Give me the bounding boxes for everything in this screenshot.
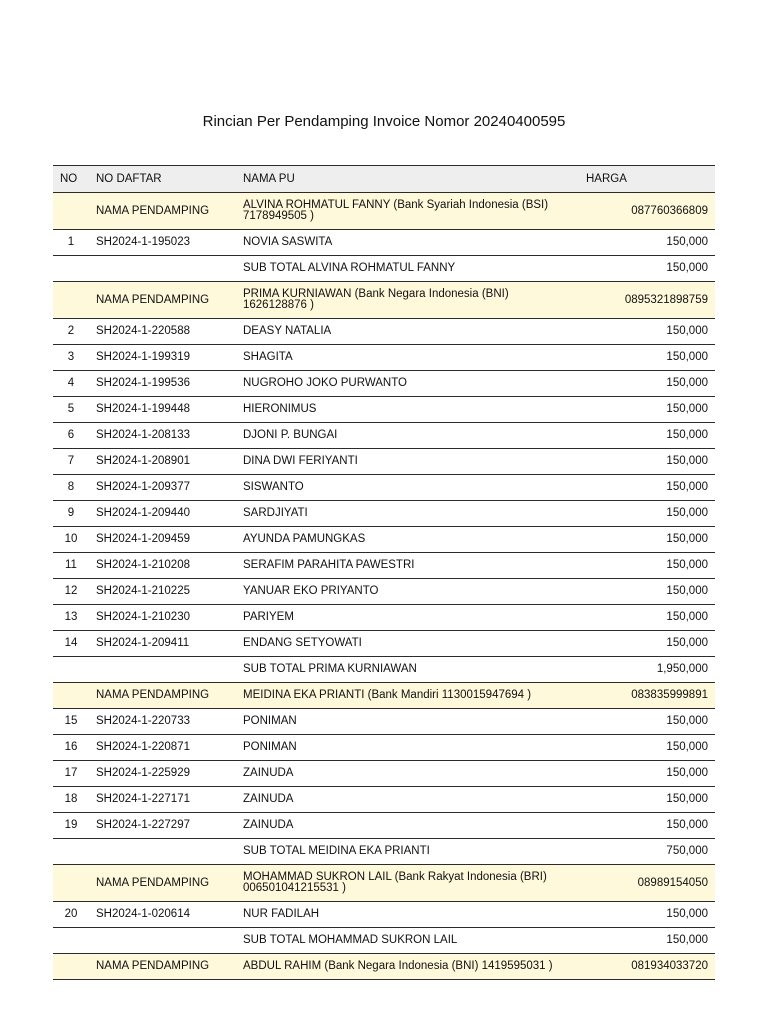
- row-no: 15: [53, 709, 89, 735]
- row-no-daftar: SH2024-1-199448: [89, 397, 236, 423]
- subtotal-no-cell: [53, 256, 89, 282]
- subtotal-label: SUB TOTAL MEIDINA EKA PRIANTI: [236, 839, 579, 865]
- row-nama-pu: PARIYEM: [236, 605, 579, 631]
- row-no-daftar: SH2024-1-199536: [89, 371, 236, 397]
- subtotal-label: SUB TOTAL ALVINA ROHMATUL FANNY: [236, 256, 579, 282]
- pendamping-phone: 087760366809: [579, 193, 715, 230]
- row-harga: 150,000: [579, 527, 715, 553]
- pendamping-no-cell: [53, 683, 89, 709]
- row-nama-pu: PONIMAN: [236, 709, 579, 735]
- pendamping-row: [53, 865, 715, 902]
- row-nama-pu: AYUNDA PAMUNGKAS: [236, 527, 579, 553]
- row-no-daftar: SH2024-1-195023: [89, 230, 236, 256]
- table-row: [53, 605, 715, 631]
- pendamping-phone: 08989154050: [579, 865, 715, 902]
- header-nama-pu: NAMA PU: [236, 166, 579, 193]
- row-harga: 150,000: [579, 735, 715, 761]
- row-nama-pu: PONIMAN: [236, 735, 579, 761]
- row-no: 12: [53, 579, 89, 605]
- table-row: [53, 345, 715, 371]
- subtotal-amount: 1,950,000: [579, 657, 715, 683]
- row-nama-pu: SARDJIYATI: [236, 501, 579, 527]
- subtotal-reg-cell: [89, 256, 236, 282]
- pendamping-phone: 081934033720: [579, 954, 715, 980]
- pendamping-row: [53, 954, 715, 980]
- row-no-daftar: SH2024-1-227171: [89, 787, 236, 813]
- row-no-daftar: SH2024-1-210208: [89, 553, 236, 579]
- pendamping-name: MOHAMMAD SUKRON LAIL (Bank Rakyat Indonesia (BRI) 006501041215531 ): [236, 865, 579, 902]
- pendamping-label: NAMA PENDAMPING: [89, 193, 236, 230]
- pendamping-label: NAMA PENDAMPING: [89, 865, 236, 902]
- row-nama-pu: DINA DWI FERIYANTI: [236, 449, 579, 475]
- row-no-daftar: SH2024-1-220733: [89, 709, 236, 735]
- table-row: [53, 709, 715, 735]
- table-row: [53, 371, 715, 397]
- row-no: 16: [53, 735, 89, 761]
- pendamping-phone: 083835999891: [579, 683, 715, 709]
- row-no-daftar: SH2024-1-020614: [89, 902, 236, 928]
- pendamping-name: ABDUL RAHIM (Bank Negara Indonesia (BNI) 1419595031 ): [236, 954, 579, 980]
- subtotal-row: [53, 256, 715, 282]
- subtotal-row: [53, 839, 715, 865]
- table-row: [53, 787, 715, 813]
- table-row: [53, 319, 715, 345]
- row-nama-pu: ZAINUDA: [236, 813, 579, 839]
- table-row: [53, 735, 715, 761]
- row-harga: 150,000: [579, 813, 715, 839]
- pendamping-label: NAMA PENDAMPING: [89, 954, 236, 980]
- row-harga: 150,000: [579, 319, 715, 345]
- subtotal-label: SUB TOTAL PRIMA KURNIAWAN: [236, 657, 579, 683]
- row-no-daftar: SH2024-1-209411: [89, 631, 236, 657]
- row-nama-pu: ZAINUDA: [236, 761, 579, 787]
- pendamping-no-cell: [53, 865, 89, 902]
- row-no: 8: [53, 475, 89, 501]
- row-nama-pu: DJONI P. BUNGAI: [236, 423, 579, 449]
- page-title: Rincian Per Pendamping Invoice Nomor 20240400595: [202, 113, 566, 130]
- row-harga: 150,000: [579, 579, 715, 605]
- table-row: [53, 449, 715, 475]
- table-row: [53, 475, 715, 501]
- pendamping-no-cell: [53, 193, 89, 230]
- row-harga: 150,000: [579, 605, 715, 631]
- invoice-table: [53, 165, 715, 980]
- pendamping-label: NAMA PENDAMPING: [89, 683, 236, 709]
- row-no: 2: [53, 319, 89, 345]
- subtotal-amount: 150,000: [579, 928, 715, 954]
- row-harga: 150,000: [579, 787, 715, 813]
- row-harga: 150,000: [579, 553, 715, 579]
- subtotal-amount: 750,000: [579, 839, 715, 865]
- row-harga: 150,000: [579, 345, 715, 371]
- row-no: 3: [53, 345, 89, 371]
- table-row: [53, 230, 715, 256]
- row-no-daftar: SH2024-1-209440: [89, 501, 236, 527]
- row-no: 20: [53, 902, 89, 928]
- table-row: [53, 761, 715, 787]
- table-row: [53, 902, 715, 928]
- row-no-daftar: SH2024-1-220871: [89, 735, 236, 761]
- subtotal-no-cell: [53, 928, 89, 954]
- row-nama-pu: NUGROHO JOKO PURWANTO: [236, 371, 579, 397]
- row-no-daftar: SH2024-1-209459: [89, 527, 236, 553]
- row-no-daftar: SH2024-1-208133: [89, 423, 236, 449]
- pendamping-no-cell: [53, 282, 89, 319]
- row-nama-pu: ZAINUDA: [236, 787, 579, 813]
- row-nama-pu: SISWANTO: [236, 475, 579, 501]
- subtotal-amount: 150,000: [579, 256, 715, 282]
- table-row: [53, 527, 715, 553]
- subtotal-row: [53, 928, 715, 954]
- row-nama-pu: NUR FADILAH: [236, 902, 579, 928]
- row-no: 10: [53, 527, 89, 553]
- header-no-daftar: NO DAFTAR: [89, 166, 236, 193]
- row-nama-pu: HIERONIMUS: [236, 397, 579, 423]
- subtotal-no-cell: [53, 839, 89, 865]
- pendamping-row: [53, 193, 715, 230]
- row-harga: 150,000: [579, 709, 715, 735]
- row-nama-pu: NOVIA SASWITA: [236, 230, 579, 256]
- row-no: 1: [53, 230, 89, 256]
- row-harga: 150,000: [579, 631, 715, 657]
- table-row: [53, 397, 715, 423]
- table-header: [53, 166, 715, 193]
- row-harga: 150,000: [579, 475, 715, 501]
- pendamping-phone: 0895321898759: [579, 282, 715, 319]
- row-nama-pu: SERAFIM PARAHITA PAWESTRI: [236, 553, 579, 579]
- row-no-daftar: SH2024-1-220588: [89, 319, 236, 345]
- row-no-daftar: SH2024-1-208901: [89, 449, 236, 475]
- subtotal-no-cell: [53, 657, 89, 683]
- pendamping-row: [53, 282, 715, 319]
- subtotal-row: [53, 657, 715, 683]
- row-no-daftar: SH2024-1-210230: [89, 605, 236, 631]
- pendamping-no-cell: [53, 954, 89, 980]
- row-no: 9: [53, 501, 89, 527]
- row-harga: 150,000: [579, 397, 715, 423]
- row-no: 5: [53, 397, 89, 423]
- row-no: 19: [53, 813, 89, 839]
- row-no: 13: [53, 605, 89, 631]
- table-row: [53, 553, 715, 579]
- row-harga: 150,000: [579, 761, 715, 787]
- row-harga: 150,000: [579, 371, 715, 397]
- row-no: 7: [53, 449, 89, 475]
- row-nama-pu: YANUAR EKO PRIYANTO: [236, 579, 579, 605]
- row-harga: 150,000: [579, 902, 715, 928]
- header-harga: HARGA: [579, 166, 715, 193]
- row-no: 18: [53, 787, 89, 813]
- subtotal-reg-cell: [89, 657, 236, 683]
- row-harga: 150,000: [579, 230, 715, 256]
- row-no-daftar: SH2024-1-227297: [89, 813, 236, 839]
- subtotal-reg-cell: [89, 839, 236, 865]
- row-harga: 150,000: [579, 501, 715, 527]
- row-no: 14: [53, 631, 89, 657]
- table-row: [53, 813, 715, 839]
- row-harga: 150,000: [579, 423, 715, 449]
- pendamping-label: NAMA PENDAMPING: [89, 282, 236, 319]
- table-row: [53, 501, 715, 527]
- row-nama-pu: ENDANG SETYOWATI: [236, 631, 579, 657]
- row-nama-pu: SHAGITA: [236, 345, 579, 371]
- row-no-daftar: SH2024-1-225929: [89, 761, 236, 787]
- pendamping-name: ALVINA ROHMATUL FANNY (Bank Syariah Indonesia (BSI) 7178949505 ): [236, 193, 579, 230]
- row-no: 4: [53, 371, 89, 397]
- row-harga: 150,000: [579, 449, 715, 475]
- subtotal-label: SUB TOTAL MOHAMMAD SUKRON LAIL: [236, 928, 579, 954]
- subtotal-reg-cell: [89, 928, 236, 954]
- table-body: [53, 193, 715, 980]
- table-row: [53, 579, 715, 605]
- row-no: 17: [53, 761, 89, 787]
- table-row: [53, 423, 715, 449]
- row-no-daftar: SH2024-1-210225: [89, 579, 236, 605]
- pendamping-name: MEIDINA EKA PRIANTI (Bank Mandiri 1130015947694 ): [236, 683, 579, 709]
- header-no: NO: [53, 166, 89, 193]
- row-nama-pu: DEASY NATALIA: [236, 319, 579, 345]
- pendamping-row: [53, 683, 715, 709]
- row-no: 6: [53, 423, 89, 449]
- row-no-daftar: SH2024-1-199319: [89, 345, 236, 371]
- row-no-daftar: SH2024-1-209377: [89, 475, 236, 501]
- row-no: 11: [53, 553, 89, 579]
- table-row: [53, 631, 715, 657]
- pendamping-name: PRIMA KURNIAWAN (Bank Negara Indonesia (BNI) 1626128876 ): [236, 282, 579, 319]
